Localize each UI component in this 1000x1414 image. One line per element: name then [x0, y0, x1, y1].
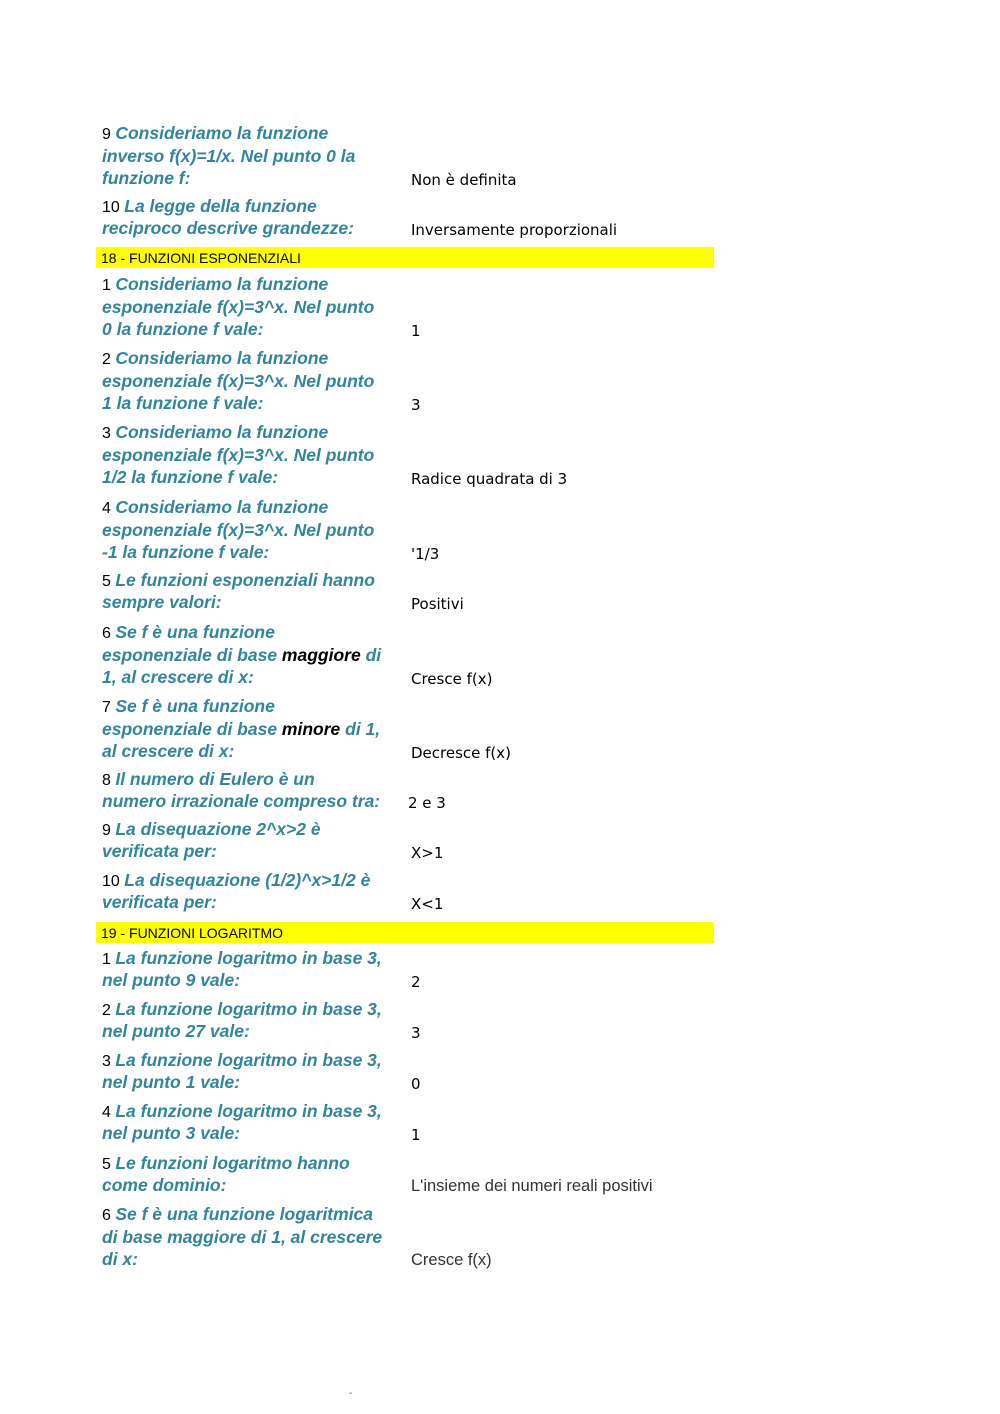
question-line: esponenziale f(x)=3^x. Nel punto — [102, 519, 375, 540]
question-line: Consideriamo la funzione — [115, 123, 329, 144]
question-line: esponenziale f(x)=3^x. Nel punto — [102, 370, 375, 391]
question-line: al crescere di x: — [102, 741, 235, 762]
question-line: nel punto 1 vale: — [102, 1072, 241, 1093]
question-number: 3 — [102, 425, 116, 443]
answer-text: 1 — [411, 1126, 421, 1144]
footer-mark: - — [349, 1388, 353, 1399]
answer-text: Cresce f(x) — [411, 1251, 492, 1269]
emphasis-word: minore — [281, 718, 341, 739]
question-number: 6 — [102, 1207, 116, 1225]
question-number: 6 — [102, 625, 116, 643]
question-number: 10 — [102, 872, 125, 890]
answer-text: Positivi — [411, 595, 464, 613]
answer-text: L'insieme dei numeri reali positivi — [411, 1177, 653, 1195]
answer-text: Non è definita — [411, 171, 517, 189]
question-line: numero irrazionale compreso tra: — [102, 791, 381, 812]
question-text — [102, 1204, 402, 1272]
question-line: Il numero di Eulero è un — [115, 768, 315, 789]
question-line: nel punto 3 vale: — [102, 1123, 241, 1144]
section-title: 18 - FUNZIONI ESPONENZIALI — [101, 250, 301, 266]
question-row — [96, 0, 716, 1272]
question-line: esponenziale di base maggiore di — [102, 644, 382, 665]
question-line: inverso f(x)=1/x. Nel punto 0 la — [102, 145, 356, 166]
answer-text: Radice quadrata di 3 — [411, 470, 568, 488]
question-line: Consideriamo la funzione — [115, 422, 329, 443]
answer-text: 0 — [411, 1075, 421, 1093]
question-number: 5 — [102, 572, 116, 590]
question-line: di x: — [102, 1249, 138, 1270]
question-number: 4 — [102, 1103, 116, 1121]
question-line: Le funzioni esponenziali hanno — [115, 569, 375, 590]
question-line: La disequazione (1/2)^x>1/2 è — [124, 869, 371, 890]
question-line: verificata per: — [102, 841, 217, 862]
question-line: esponenziale f(x)=3^x. Nel punto — [102, 296, 375, 317]
question-line: La funzione logaritmo in base 3, — [115, 947, 382, 968]
question-line: Consideriamo la funzione — [115, 274, 329, 295]
question-line: esponenziale di base minore di 1, — [102, 718, 381, 739]
answer-text: 1 — [411, 322, 421, 340]
question-line: Consideriamo la funzione — [115, 348, 329, 369]
question-line: nel punto 9 vale: — [102, 970, 241, 991]
question-number: 3 — [102, 1052, 116, 1070]
answer-text: Inversamente proporzionali — [411, 221, 618, 239]
question-line: -1 la funzione f vale: — [102, 542, 270, 563]
question-line: funzione f: — [102, 168, 191, 189]
question-line: Consideriamo la funzione — [115, 497, 329, 518]
question-number: 10 — [102, 198, 125, 216]
emphasis-word: maggiore — [281, 644, 361, 665]
question-number: 2 — [102, 351, 116, 369]
question-line: La funzione logaritmo in base 3, — [115, 998, 382, 1019]
answer-text: Cresce f(x) — [411, 670, 493, 688]
question-number: 1 — [102, 950, 116, 968]
question-line: nel punto 27 vale: — [102, 1021, 250, 1042]
question-line: Se f è una funzione — [115, 622, 275, 643]
question-line: 1/2 la funzione f vale: — [102, 467, 279, 488]
answer-text: X<1 — [411, 895, 444, 913]
question-line: La funzione logaritmo in base 3, — [115, 1049, 382, 1070]
question-number: 9 — [102, 821, 116, 839]
question-line: 1 la funzione f vale: — [102, 393, 264, 414]
question-line: Le funzioni logaritmo hanno — [115, 1152, 350, 1173]
question-line: 1, al crescere di x: — [102, 667, 254, 688]
question-number: 9 — [102, 126, 116, 144]
question-line: 0 la funzione f vale: — [102, 319, 264, 340]
question-number: 7 — [102, 699, 116, 717]
question-line: Se f è una funzione — [115, 696, 275, 717]
question-number: 4 — [102, 500, 116, 518]
question-number: 2 — [102, 1001, 116, 1019]
question-line: esponenziale f(x)=3^x. Nel punto — [102, 444, 375, 465]
answer-text: Decresce f(x) — [411, 744, 512, 762]
answer-text: 3 — [411, 1024, 421, 1042]
question-line: reciproco descrive grandezze: — [102, 218, 354, 239]
question-line: verificata per: — [102, 892, 217, 913]
question-line: Se f è una funzione logaritmica — [115, 1204, 374, 1225]
question-line: sempre valori: — [102, 592, 222, 613]
answer-text: X>1 — [411, 844, 444, 862]
question-line: come dominio: — [102, 1175, 227, 1196]
question-number: 1 — [102, 277, 116, 295]
question-line: La disequazione 2^x>2 è — [115, 818, 321, 839]
answer-text: 2 — [411, 973, 421, 991]
question-number: 8 — [102, 771, 116, 789]
question-number: 5 — [102, 1155, 116, 1173]
answer-text: '1/3 — [411, 545, 440, 563]
question-line: La funzione logaritmo in base 3, — [115, 1100, 382, 1121]
question-line: La legge della funzione — [124, 195, 317, 216]
answer-text: 3 — [411, 396, 421, 414]
question-line: di base maggiore di 1, al crescere — [102, 1226, 383, 1247]
section-title: 19 - FUNZIONI LOGARITMO — [101, 925, 284, 941]
answer-text: 2 e 3 — [408, 794, 446, 812]
